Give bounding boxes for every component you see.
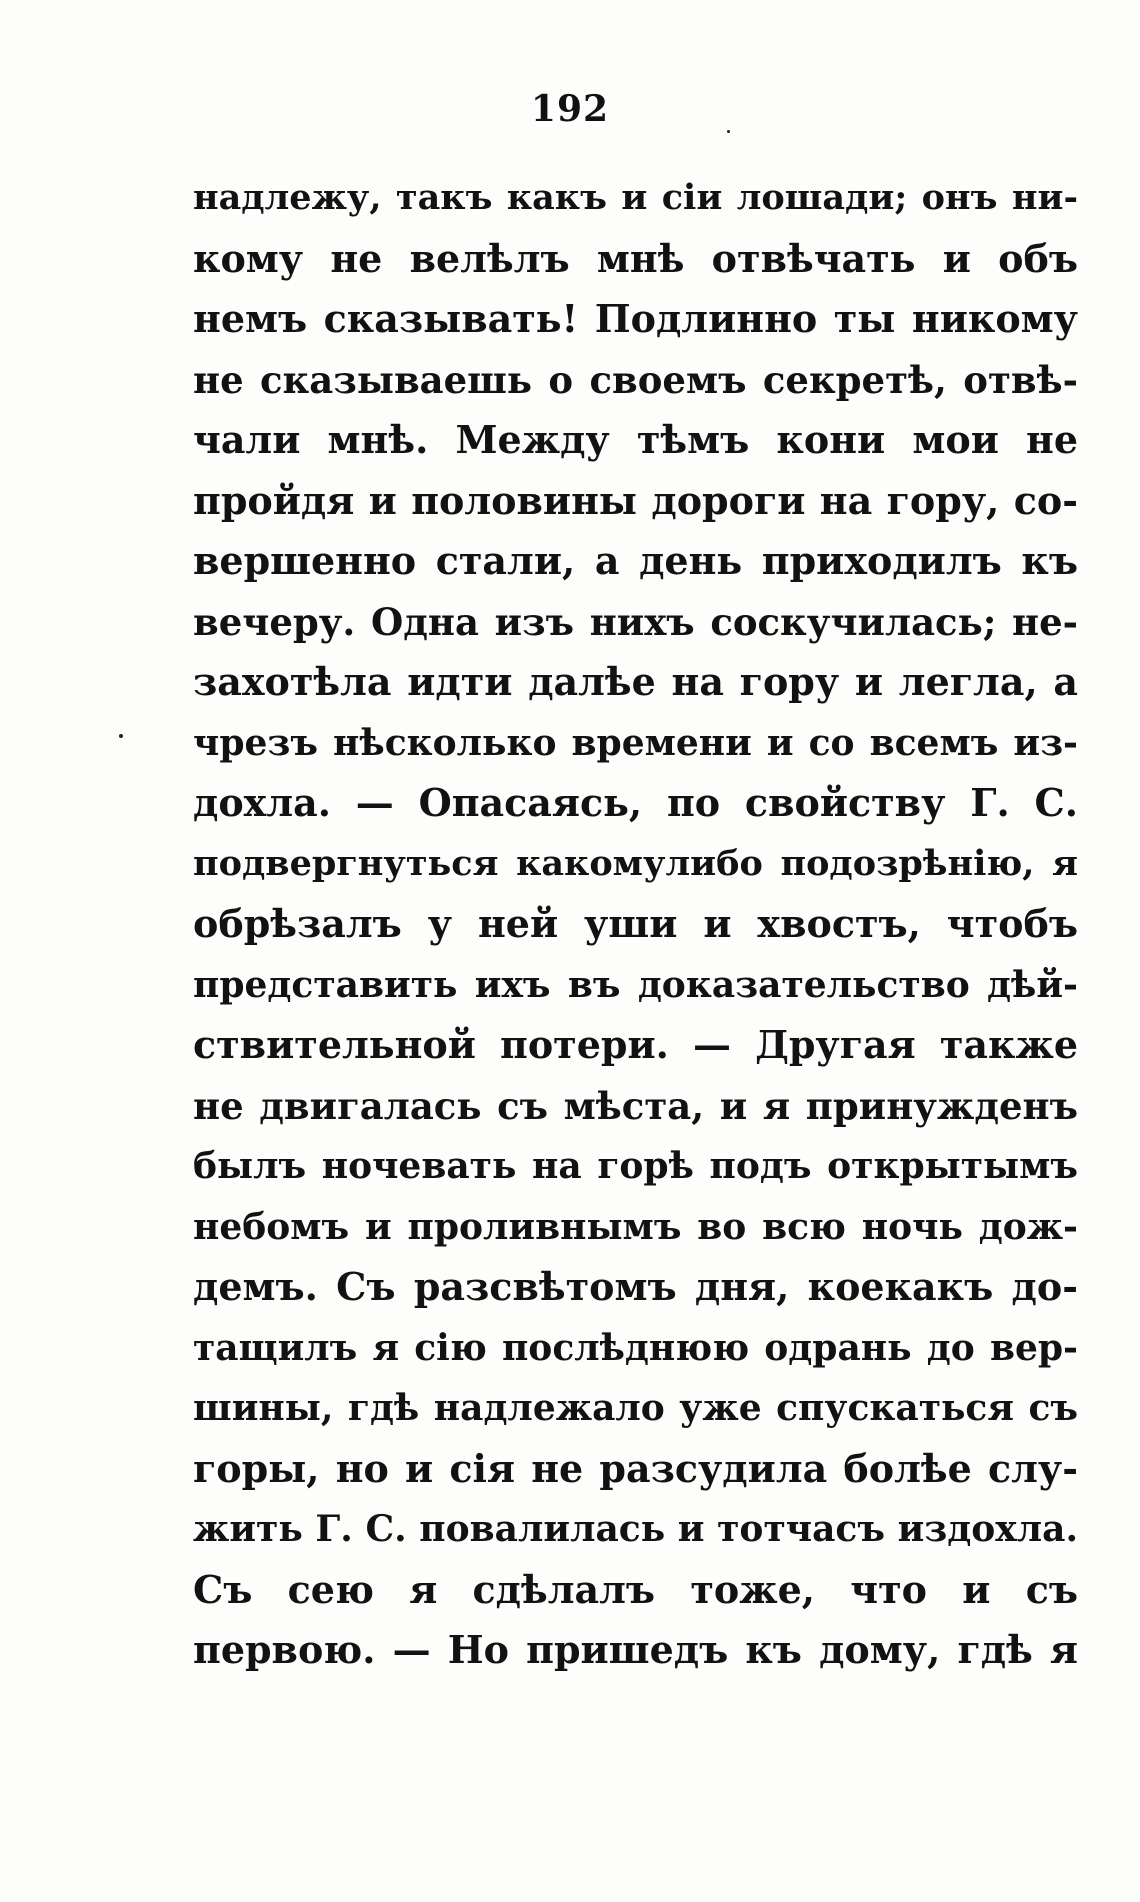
text-line: обрѣзалъ у ней уши и хвостъ, чтобъ (193, 901, 1078, 946)
text-line: былъ ночевать на горѣ подъ открытымъ (193, 1145, 1078, 1187)
text-line: вершенно стали, а день приходилъ къ (193, 538, 1078, 583)
text-line: жить Г. С. повалилась и тотчасъ издохла. (193, 1508, 1078, 1550)
text-line: не сказываешь о своемъ секретѣ, отвѣ- (193, 357, 1078, 402)
text-line: пройдя и половины дороги на гору, со- (193, 477, 1078, 523)
text-line: дохла. — Опасаясь, по свойству Г. С. (193, 780, 1078, 825)
text-line: небомъ и проливнымъ во всю ночь дож- (193, 1205, 1078, 1248)
text-line: первою. — Но пришедъ къ дому, гдѣ я (193, 1627, 1078, 1672)
text-line: представить ихъ въ доказательство дѣй- (193, 963, 1078, 1006)
text-line: демъ. Съ разсвѣтомъ дня, коекакъ до- (193, 1264, 1078, 1309)
body-text (193, 168, 1078, 1681)
text-line: чрезъ нѣсколько времени и со всемъ из- (193, 721, 1078, 764)
page-number: 192 (530, 88, 610, 130)
text-line: вечеру. Одна изъ нихъ соскучилась; не- (193, 599, 1078, 644)
text-line: чали мнѣ. Между тѣмъ кони мои не (193, 417, 1078, 462)
text-line: надлежу, такъ какъ и сіи лошади; онъ ни- (193, 177, 1078, 218)
text-line: тащилъ я сію послѣднюю одрань до вер- (193, 1326, 1078, 1369)
text-line: горы, но и сія не разсудила болѣе слу- (193, 1445, 1078, 1491)
text-line: захотѣла идти далѣе на гору и легла, а (193, 659, 1078, 704)
text-line: подвергнуться какомулибо подозрѣнію, я (193, 842, 1078, 884)
text-line: немъ сказывать! Подлинно ты никому (193, 296, 1078, 341)
text-line: кому не велѣлъ мнѣ отвѣчать и объ (193, 235, 1078, 281)
print-speck (727, 130, 730, 133)
text-line: Съ сею я сдѣлалъ тоже, что и съ (193, 1566, 1078, 1612)
print-speck (119, 734, 123, 738)
text-line: не двигалась съ мѣста, и я принужденъ (193, 1083, 1078, 1128)
text-line: ствительной потери. — Другая также (193, 1022, 1078, 1067)
text-line: шины, гдѣ надлежало уже спускаться съ (193, 1387, 1078, 1429)
